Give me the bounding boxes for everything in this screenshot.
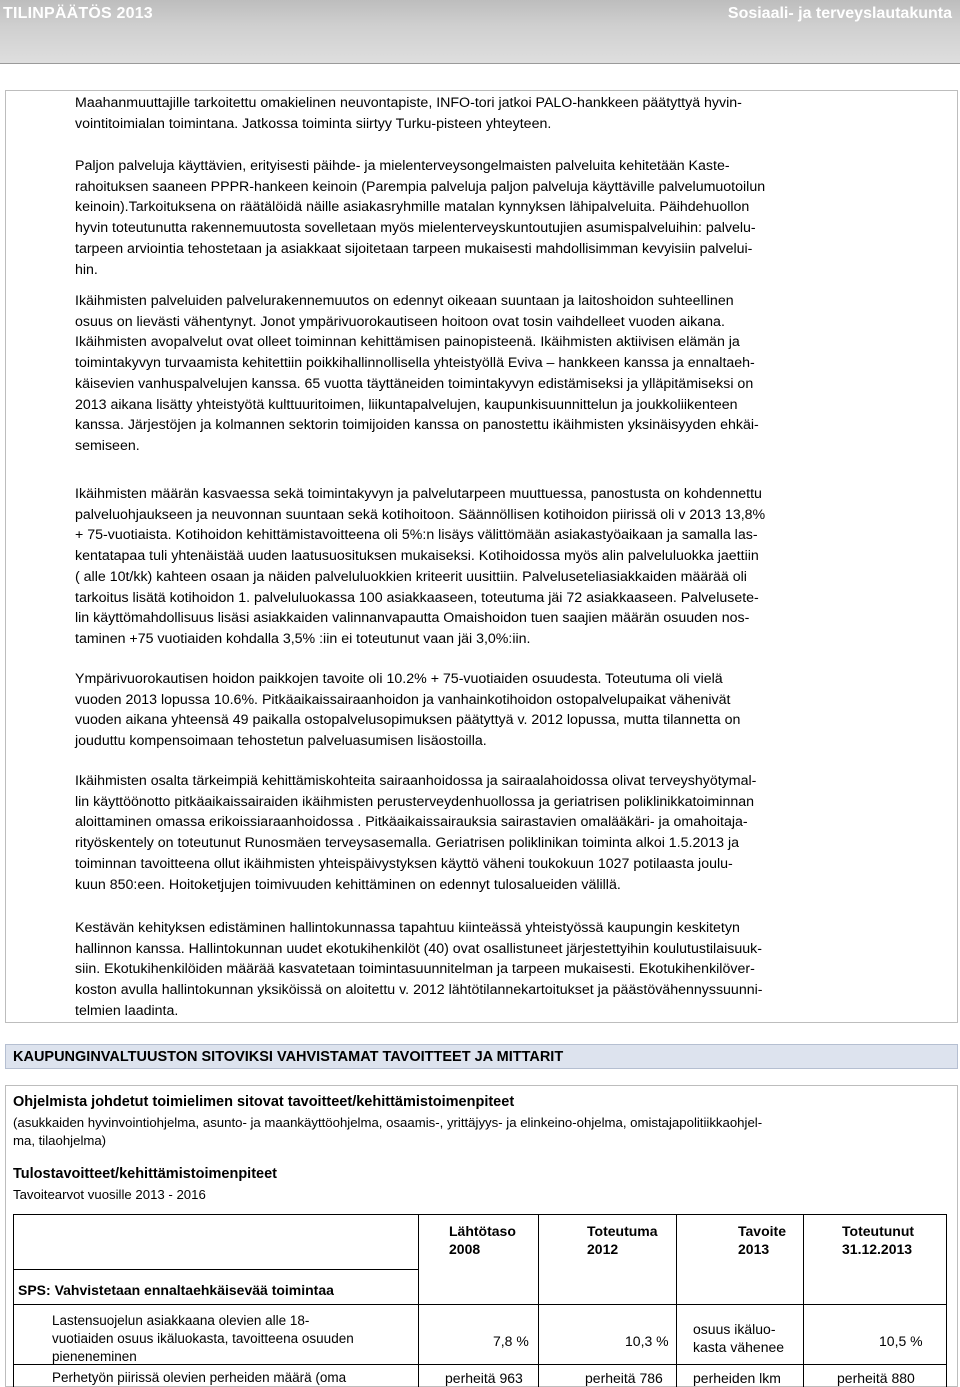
paragraph-line: hin. (75, 261, 98, 278)
paragraph-line: semiseen. (75, 437, 140, 454)
paragraph-1 (75, 93, 945, 134)
result-goals-title: Tulostavoitteet/kehittämistoimenpiteet (13, 1166, 277, 1182)
paragraph-line: + 75-vuotiaista. Kotihoidon kehittämistavoitteena oli 5%:n lisäys välittömään asiakastyöaikaan ja samalla las- (75, 527, 758, 544)
paragraph-line: Ikäihmisten palveluiden palvelurakennemuutos on edennyt oikeaan suuntaan ja laitoshoidon suhteellinen (75, 293, 734, 309)
header-actual-year: 2012 (587, 1241, 619, 1257)
paragraph-line: Ikäihmisten avopalvelut ovat olleet toiminnan kehittämisen painopisteenä. Ikäihmisten aktiivisen elämän ja (75, 334, 740, 351)
paragraph-line: Ympärivuorokautisen hoidon paikkojen tavoite oli 10.2% + 75-vuotiaiden osuudesta. Toteutuma oli vielä (75, 671, 723, 687)
page-header (0, 0, 960, 64)
paragraph-line: kuun 850:een. Hoitoketjujen toimivuuden kehittäminen on edennyt tulosalueiden välillä. (75, 876, 621, 893)
paragraph-line: jouduttu kompensoimaan tehostetun palveluasumisen lisäostoilla. (75, 733, 487, 750)
header-target-year: 2013 (738, 1241, 770, 1257)
paragraph-line: 2013 aikana lisätty yhteistyötä kulttuuritoimen, liikuntapalvelujen, kaupunkisuunnittelun ja joukkoliikenteen (75, 396, 738, 413)
paragraph-line: tarpeen arviointia tehostetaan ja asiakkaat sijoitetaan tarpeen mukaisesti mahdollisimman kevyisiin palvelui- (75, 240, 753, 257)
sps-label: SPS: Vahvistetaan ennaltaehkäisevää toimintaa (18, 1282, 334, 1298)
header-target-label: Tavoite (738, 1223, 786, 1239)
target-years: Tavoitearvot vuosille 2013 - 2016 (13, 1187, 206, 1202)
paragraph-line: vointitoimialan toimintana. Jatkossa toiminta siirtyy Turku-pisteen yhteyteen. (75, 115, 552, 132)
row1-target-line2: kasta vähenee (693, 1339, 785, 1355)
paragraph-line: keinoin).Tarkoituksena on räätälöidä näille asiakasryhmille matalan kynnyksen lähipalveluita. Päihdehuollon (75, 199, 750, 216)
paragraph-4 (75, 484, 945, 650)
row2-actual-2012: perheitä 786 (585, 1370, 663, 1386)
paragraph-line: koston avulla hallintokunnan yksiköissä on aloitettu v. 2012 lähtötilannekartoitukset ja päästövähennyssuunni- (75, 982, 763, 999)
paragraph-line: kanssa. Järjestöjen ja kolmannen sektorin toimijoiden kanssa on panostettu ikäihmisten yksinäisyyden ehkäi- (75, 417, 759, 434)
header-baseline-label: Lähtötaso (449, 1223, 516, 1239)
paragraph-line: vuoden aikana yhteensä 49 paikalla ostopalvelusopimuksen päätyttyä v. 2012 lopussa, mutta tilannetta on (75, 712, 741, 729)
paragraph-line: tarkoitus lisätä kotihoidon 1. palveluluokassa 100 asiakkaaseen, toteutuma jäi 72 asiakkaaseen. Palvelusete- (75, 589, 759, 606)
program-goals-title: Ohjelmista johdetut toimielimen sitovat tavoitteet/kehittämistoimenpiteet (13, 1094, 515, 1110)
paragraph-line: aloittaminen omassa erikoissiaraanhoidossa . Pitkäaikaissairauksia sairastavien omalääkäri- ja omahoitaja- (75, 814, 748, 831)
header-actual-label: Toteutuma (587, 1223, 658, 1239)
goals-box (5, 1085, 958, 1387)
paragraph-line: rahoituksen saaneen PPPR-hankeen keinoin (Parempia palveluja paljon palveluja käyttäville palvelumuotoilun (75, 178, 766, 195)
goals-table (13, 1214, 954, 1387)
row2-result: perheitä 880 (837, 1370, 915, 1386)
paragraph-line: Kestävän kehityksen edistäminen hallintokunnassa tapahtuu kiinteässä yhteistyössä kaupungin keskitetyn (75, 920, 740, 936)
program-list-line-2: ma, tilaohjelma) (13, 1133, 107, 1148)
paragraph-line: taminen +75 vuotiaiden kohdalla 3,5% :iin ei toteutunut vaan jäi 3,0%:iin. (75, 630, 531, 647)
paragraph-line: Maahanmuuttajille tarkoitettu omakielinen neuvontapiste, INFO-tori jatkoi PALO-hankkeen päätyttyä hyvin- (75, 95, 742, 111)
row2-label: Perhetyön piirissä olevien perheiden määrä (oma (52, 1370, 347, 1385)
paragraph-line: Paljon palveluja käyttävien, erityisesti päihde- ja mielenterveysongelmaisten palveluita kehitetään Kaste- (75, 158, 730, 174)
paragraph-line: telmien laadinta. (75, 1002, 179, 1019)
header-result-date: 31.12.2013 (842, 1241, 913, 1257)
paragraph-line: siin. Ekotukihenkilöiden määrää kasvatetaan toimintasuunnitelman ja tarpeen mukaisesti. Ekotukihenkilöver- (75, 961, 755, 978)
row1-target-line1: osuus ikäluo- (693, 1321, 776, 1337)
row1-result: 10,5 % (879, 1333, 923, 1349)
row1-baseline: 7,8 % (493, 1333, 529, 1349)
row1-actual-2012: 10,3 % (625, 1333, 669, 1349)
board-name: Sosiaali- ja terveyslautakunta (727, 5, 952, 22)
text-content-box (5, 90, 958, 1023)
paragraph-line: lin käyttömahdollisuus lisäsi asiakkaiden valinnanvapautta Omaishoidon tuen saajien määrän osuuden nos- (75, 610, 750, 627)
paragraph-5 (75, 669, 945, 752)
paragraph-6 (75, 771, 945, 895)
paragraph-7 (75, 918, 945, 1022)
paragraph-line: ( alle 10t/kk) kahteen osaan ja näiden palveluluokkien kriteerit uusittiin. Palveluseteliasiakkaiden määrää oli (75, 568, 747, 585)
row1-label-line2: vuotiaiden osuus ikäluokasta, tavoitteena osuuden (52, 1331, 354, 1346)
header-baseline-year: 2008 (449, 1241, 481, 1257)
paragraph-line: vuoden 2013 lopussa 10.6%. Pitkäaikaissairaanhoidon ja vanhainkotihoidon ostopalvelupaikat vähenivät (75, 691, 731, 708)
paragraph-line: rityöskentely on toteutunut Runosmäen terveysasemalla. Geriatrisen poliklinikan toiminta alkoi 1.5.2013 ja (75, 835, 740, 852)
row2-target: perheiden lkm (693, 1370, 781, 1386)
paragraph-line: lin käyttöönotto pitkäaikaissairaiden ikäihmisten perusterveydenhuollossa ja geriatrisen poliklinikkatoiminnan (75, 793, 755, 810)
paragraph-3 (75, 291, 945, 457)
row2-baseline: perheitä 963 (445, 1370, 523, 1386)
row1-label-line3: pieneneminen (52, 1349, 137, 1364)
section-title: KAUPUNGINVALTUUSTON SITOVIKSI VAHVISTAMAT TAVOITTEET JA MITTARIT (5, 1044, 958, 1069)
paragraph-line: toiminnan tavoitteena ollut ikäihmisten yhteispäivystyksen käyttö väheni toukokuun 1027 potilaasta joulu- (75, 855, 733, 872)
paragraph-line: Ikäihmisten osalta tärkeimpiä kehittämiskohteita sairaanhoidossa ja sairaalahoidossa olivat terveyshyötymal- (75, 773, 757, 789)
paragraph-line: hallinnon kanssa. Hallintokunnan uudet ekotukihenkilöt (40) ovat osallistuneet järjestettyihin koulutustilaisuuk- (75, 940, 762, 957)
paragraph-2 (75, 156, 945, 280)
paragraph-line: kentatapaa tuli yhtenäistää uuden laatusuosituksen mukaiseksi. Kotihoidossa myös alin palveluluokka jaettiin (75, 548, 759, 565)
paragraph-line: toimintakyvyn turvaamista kehitettiin poikkihallinnollisella yhteistyöllä Eviva – hankkeen kanssa ja ennaltaeh- (75, 355, 755, 372)
paragraph-line: hyvin toteutunutta rakennemuutosta sovelletaan myös mielenterveyskuntoutujien asumispalveluihin: palvelu- (75, 220, 756, 237)
header-result-label: Toteutunut (842, 1223, 915, 1239)
paragraph-line: Ikäihmisten määrän kasvaessa sekä toimintakyvyn ja palvelutarpeen muuttuessa, panostusta on kohdennettu (75, 486, 762, 502)
paragraph-line: palveluohjaukseen ja neuvonnan suuntaan sekä kotihoitoon. Säännöllisen kotihoidon piirissä oli v 2013 13,8% (75, 506, 766, 523)
paragraph-line: osuus on lievästi vähentynyt. Jonot ympärivuorokautiseen hoitoon ovat tosin vaihdelleet vuoden aikana. (75, 313, 725, 330)
report-title: TILINPÄÄTÖS 2013 (3, 5, 153, 22)
program-list-line-1: (asukkaiden hyvinvointiohjelma, asunto- ja maankäyttöohjelma, osaamis-, yrittäjyys- ja elinkeino-ohjelma, omistajapolitiikkaohjel- (13, 1115, 763, 1130)
paragraph-line: käisevien vanhuspalvelujen kanssa. 65 vuotta täyttäneiden toimintakyvyn edistämiseksi ja ylläpitämiseksi on (75, 375, 754, 392)
row1-label-line1: Lastensuojelun asiakkaana olevien alle 18- (52, 1313, 310, 1328)
